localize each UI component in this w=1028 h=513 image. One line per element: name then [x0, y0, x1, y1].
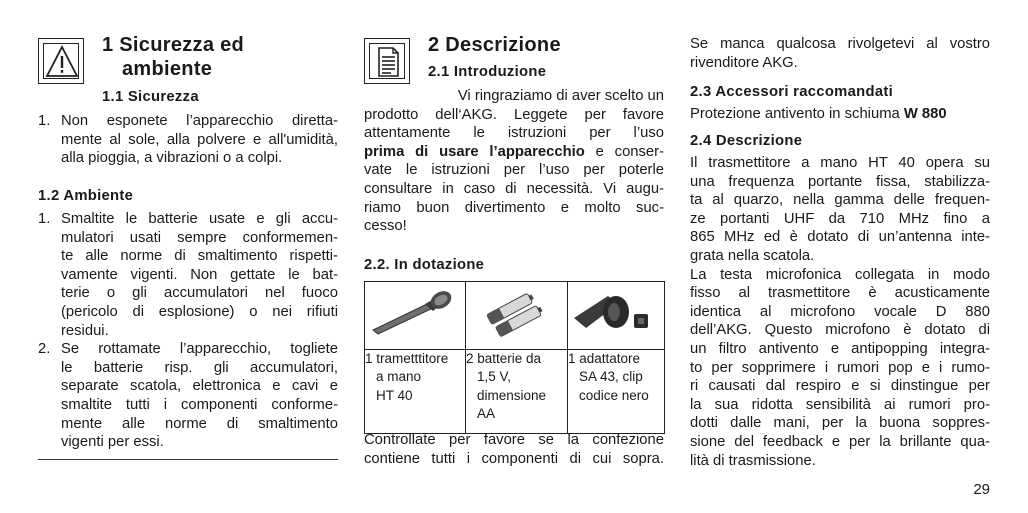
warning-triangle-icon	[45, 45, 79, 79]
intro-bold-text: prima di usare l’apparecchio	[364, 143, 585, 160]
heading-line-2: ambiente	[122, 58, 213, 80]
list-item: 1. Smaltite le batterie usate e gli accu- mulatori usati sempre conformemen- te alle norme di smaltimento rispetti- vamente vigenti. Non gettate le bat- terie o gli accumulatori nel fuoco (pericolo di esplosione) o nei rifiuti residui.	[38, 211, 338, 339]
section-2-heading	[428, 33, 561, 57]
environment-list	[38, 210, 338, 452]
subsection-2-1-title: 2.1 Introduzione	[428, 64, 547, 80]
subsection-2-4-title: 2.4 Descrizione	[690, 133, 803, 149]
heading-number: 2	[428, 34, 440, 56]
check-paragraph: Controllate per favore se la confezione contiene tutti i componenti di cui sopra.	[364, 432, 664, 467]
table-cell: 2 batterie da 1,5 V, dimensione AA	[466, 350, 568, 434]
table-cell	[365, 282, 466, 350]
contents-text-row	[365, 350, 665, 434]
heading-text: Descrizione	[445, 34, 561, 56]
safety-list	[38, 112, 338, 168]
subsection-1-1-title: 1.1 Sicurezza	[102, 89, 199, 105]
heading-number: 1	[102, 34, 114, 56]
contents-image-row	[365, 282, 665, 350]
accessory-model: W 880	[903, 106, 947, 122]
page-number: 29	[973, 481, 990, 498]
description-paragraph: Il trasmettitore a mano HT 40 opera su una frequenza portante fissa, stabilizza- ta al quarzo, nella gamma delle frequen- ze portanti UHF da 710 MHz fino a 865 MHz ed è dotato di un’antenna inte- grata nella scatola. La testa microfonica collegata in modo fisso al trasmettitore è acusticamente identica al microfono vocale D 880 dell’AKG. Questo microfono è dotato di un filtro antivento e antipopping integra- to per sopprimere i rumori pop e i rumo- ri causati dal respiro e si dinstingue per la sua ridotta sensibilità ai rumori pro- dotti dalle mani, per la buona soppres- sione del feedback e per la brillante qua- lità di trasmissione.	[690, 155, 990, 469]
table-cell: 1 trametttitore a mano HT 40	[365, 350, 466, 434]
table-cell	[466, 282, 568, 350]
accessory-line: Protezione antivento in schiuma W 880	[690, 106, 947, 122]
aa-batteries-image	[466, 282, 566, 344]
warning-icon-box	[38, 38, 84, 84]
subsection-1-2-title: 1.2 Ambiente	[38, 188, 134, 204]
subsection-2-2-title: 2.2. In dotazione	[364, 257, 485, 273]
document-icon	[371, 45, 405, 79]
list-item: 2. Se rottamate l’apparecchio, togliete le batterie risp. gli accumulatori, separate scatola, elettronica e cavi e smaltite tutti i componenti conforme- mente alle norme di smaltimento vigenti per essi.	[38, 341, 338, 451]
section-1-heading	[102, 33, 342, 81]
list-item: 1. Non esponete l’apparecchio diretta- mente al sole, alla polvere e all'umidità, alla pioggia, a vibrazioni o a colpi.	[38, 113, 338, 167]
section-1-end-rule	[38, 459, 338, 460]
table-cell	[568, 282, 665, 350]
contents-table	[364, 281, 665, 434]
intro-paragraph: Vi ringraziamo di aver scelto un prodotto dell‘AKG. Leggete per favore attentamente le istruzioni per l’uso prima di usare l’apparecchio e conser- vate le istruzioni per l’uso per poterle consultare in caso di necessità. Vi augu- riamo buon divertimento e molto suc- cesso!	[364, 88, 665, 235]
table-cell: 1 adattatore SA 43, clip codice nero	[568, 350, 665, 434]
subsection-2-3-title: 2.3 Accessori raccomandati	[690, 84, 893, 100]
clip-adapter-image	[568, 282, 664, 344]
missing-paragraph: Se manca qualcosa rivolgetevi al vostro rivenditore AKG.	[690, 36, 990, 71]
document-icon-box	[364, 38, 410, 84]
heading-line-1: Sicurezza ed	[119, 34, 245, 56]
handheld-microphone-image	[365, 282, 465, 344]
